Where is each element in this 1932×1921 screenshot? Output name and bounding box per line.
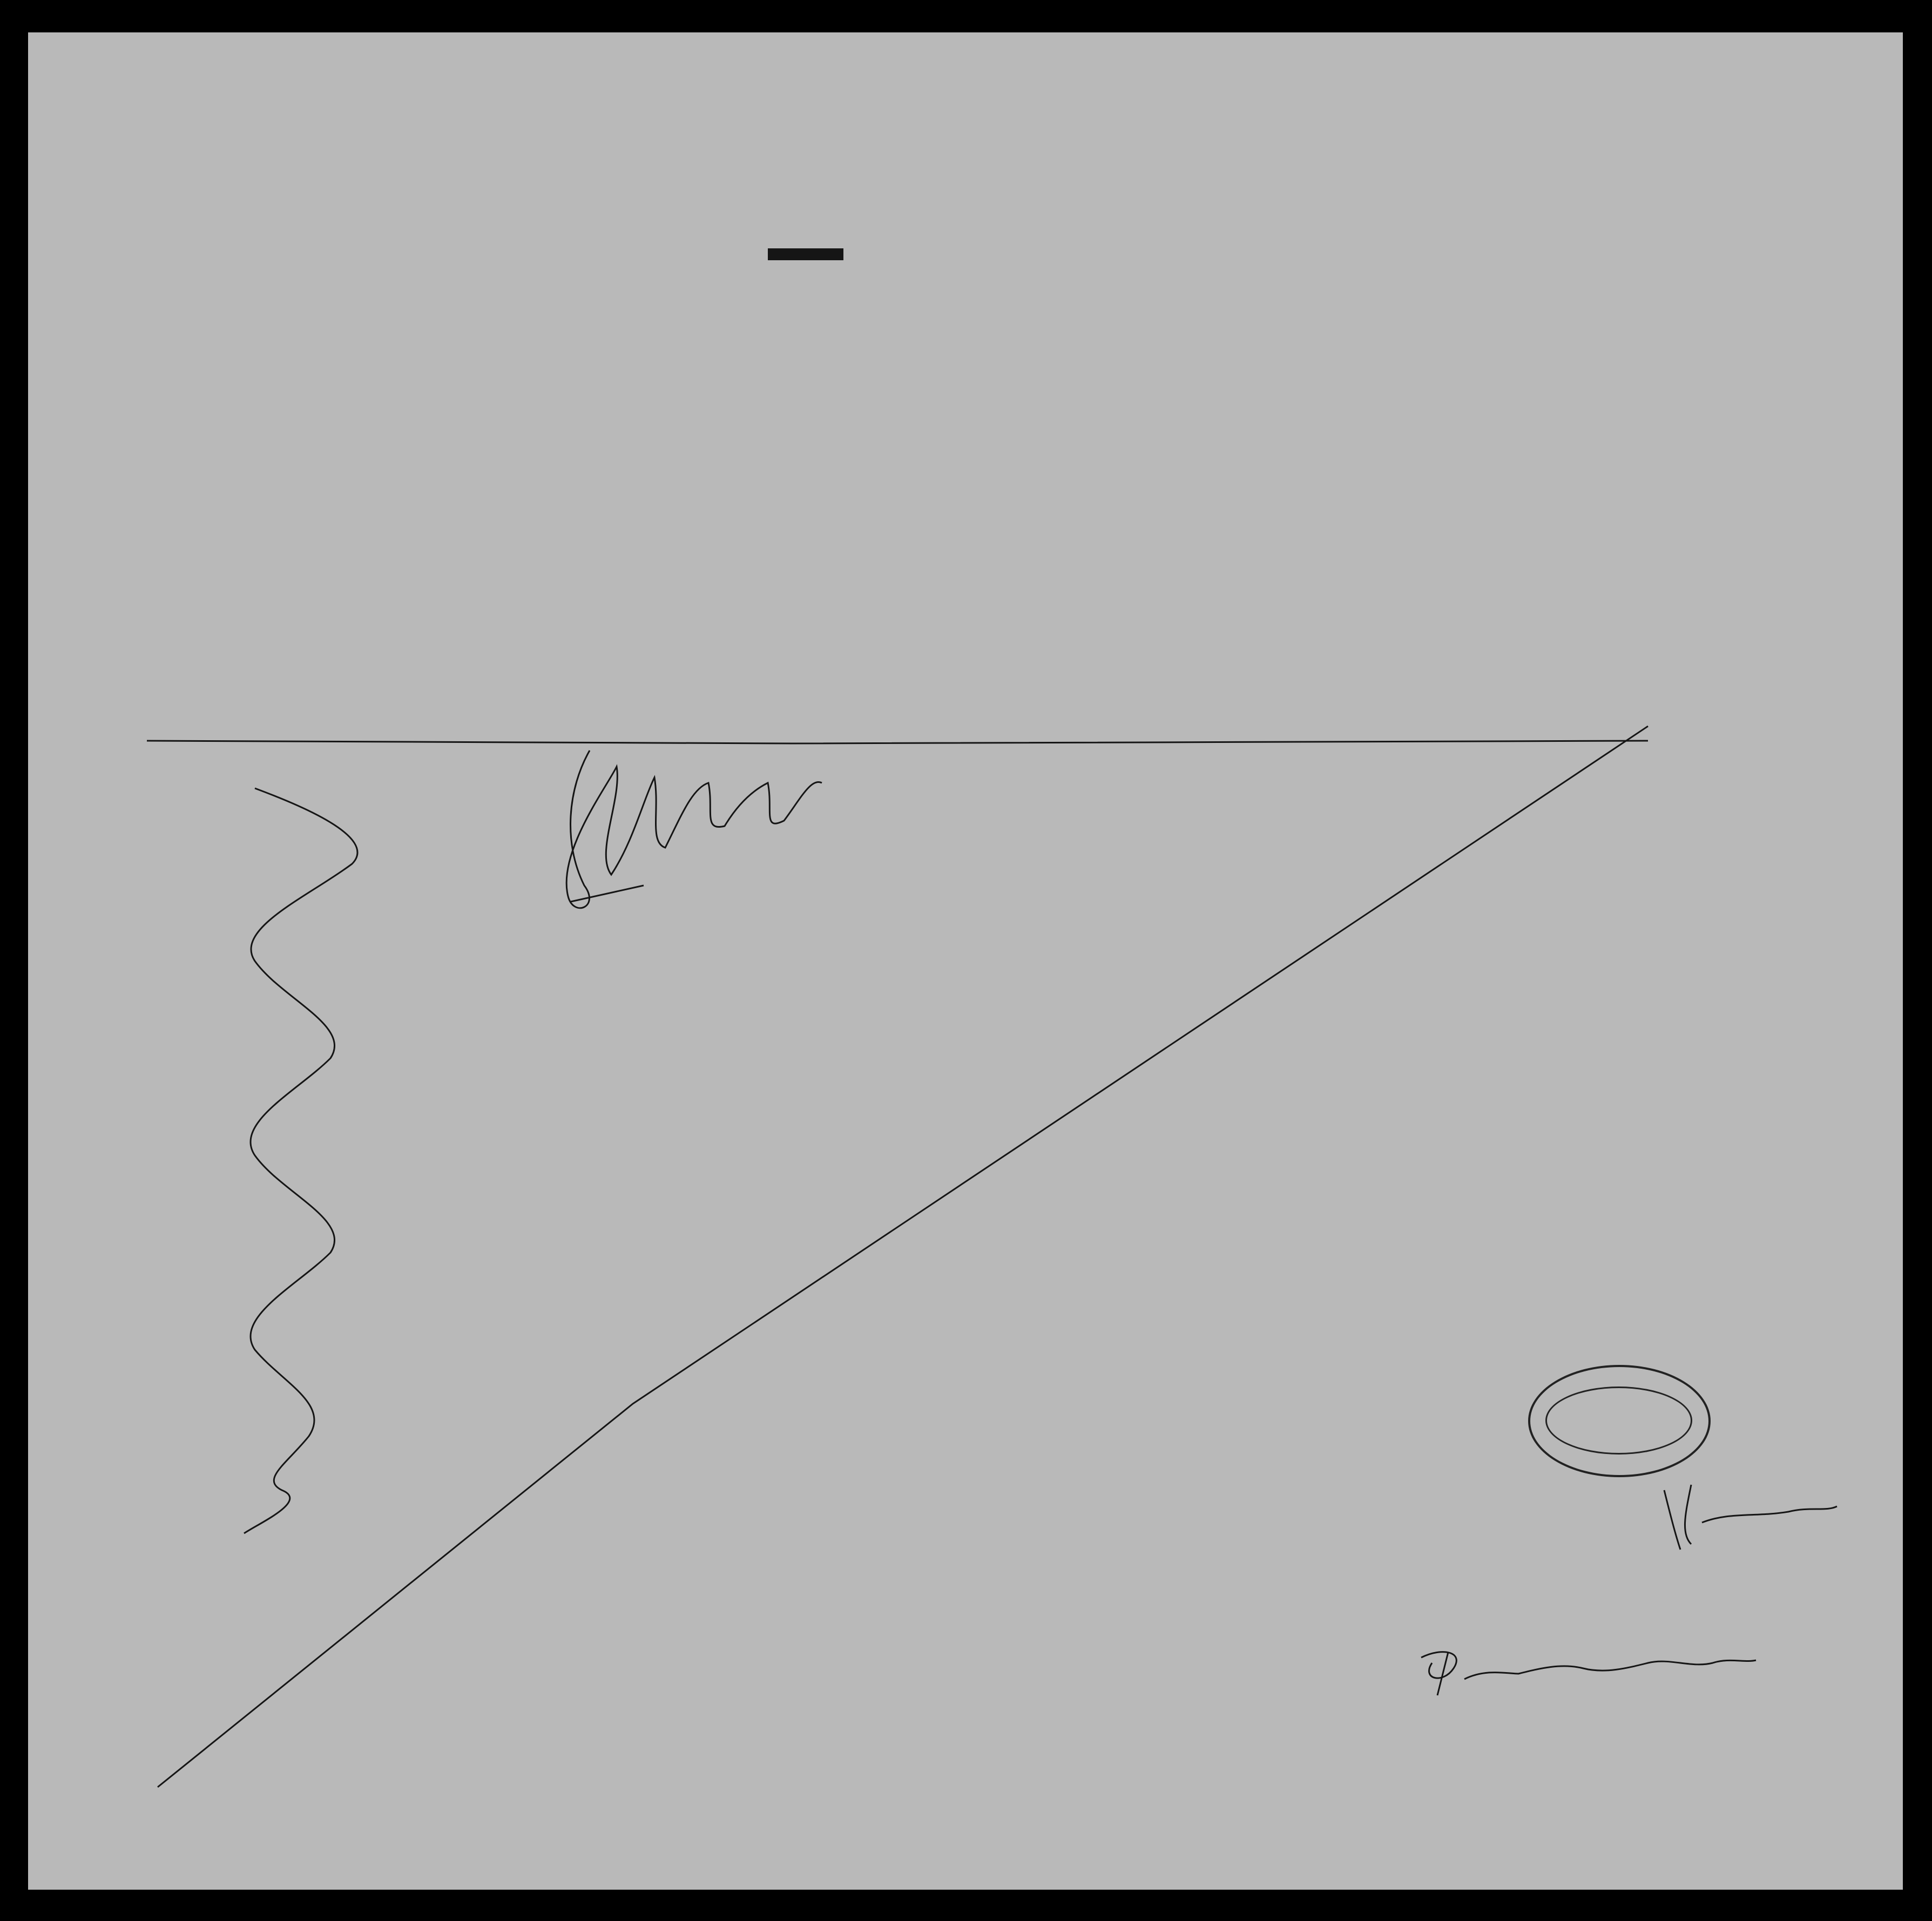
office-stamp [1528,1365,1711,1477]
manifest-sheet [28,32,1903,1890]
cancellation-marks [28,32,1903,1890]
stamp-inner-ring [1545,1386,1692,1455]
